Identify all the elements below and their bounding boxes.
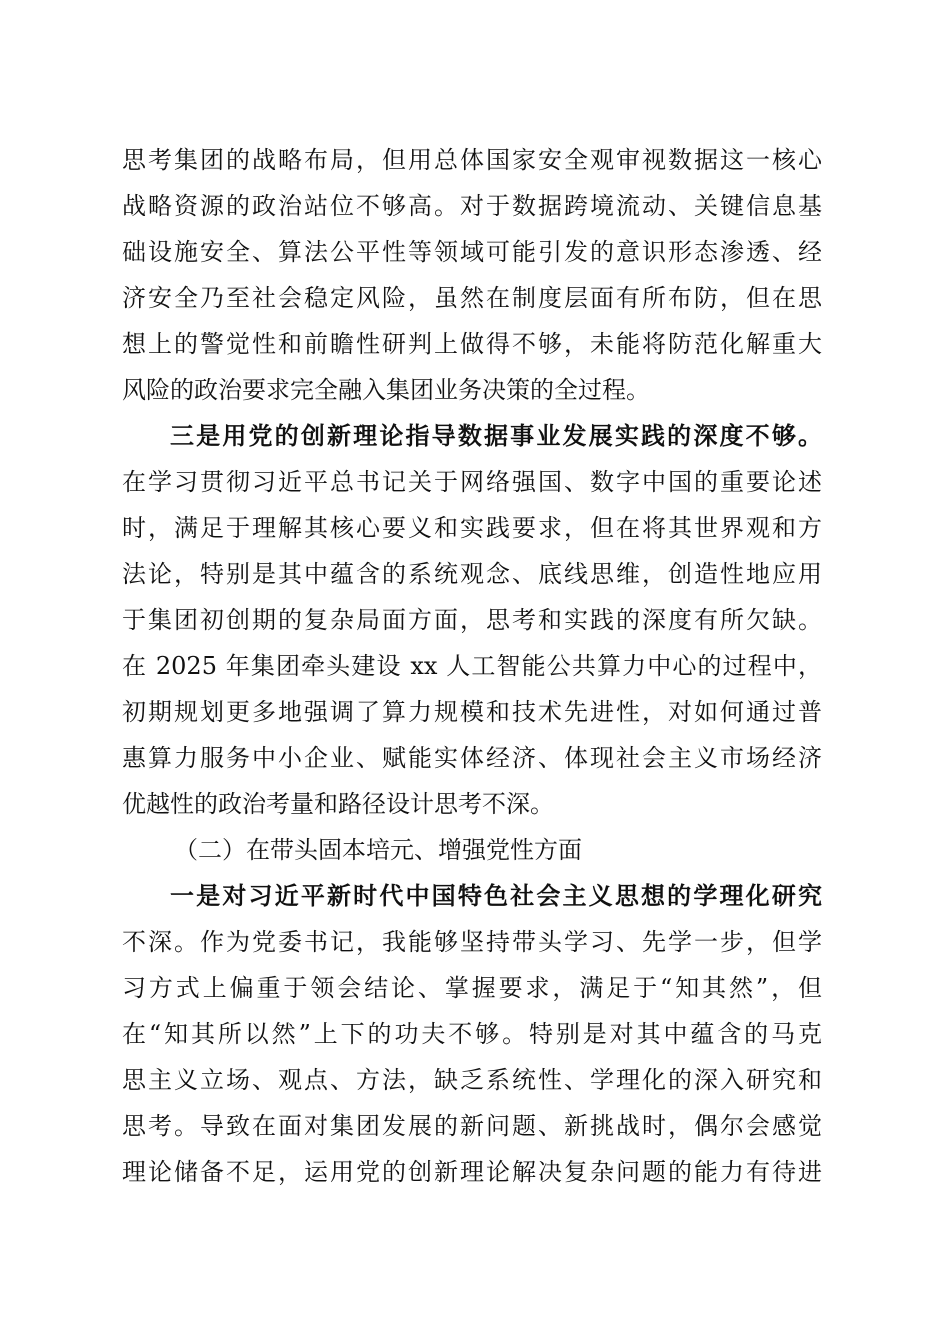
paragraph-1-line: 础设施安全、算法公平性等领域可能引发的意识形态渗透、经 — [122, 238, 822, 266]
paragraph-3-lead-line: 一是对习近平新时代中国特色社会主义思想的学理化研究 — [170, 881, 822, 910]
paragraph-3-line: 理论储备不足，运用党的创新理论解决复杂问题的能力有待进 — [122, 1158, 822, 1186]
paragraph-2-line: 在 2025 年集团牵头建设 xx 人工智能公共算力中心的过程中， — [122, 652, 822, 680]
paragraph-2-line: 初期规划更多地强调了算力规模和技术先进性，对如何通过普 — [122, 698, 822, 726]
paragraph-2-lead-line: 三是用党的创新理论指导数据事业发展实践的深度不够。 — [170, 421, 822, 450]
paragraph-2-line: 在学习贯彻习近平总书记关于网络强国、数字中国的重要论述 — [122, 468, 822, 496]
section-heading: （二）在带头固本培元、增强党性方面 — [174, 836, 582, 864]
paragraph-2-line: 法论，特别是其中蕴含的系统观念、底线思维，创造性地应用 — [122, 560, 822, 588]
paragraph-3-line: 习方式上偏重于领会结论、掌握要求，满足于“知其然”，但 — [122, 974, 822, 1002]
paragraph-2-line: 惠算力服务中小企业、赋能实体经济、体现社会主义市场经济 — [122, 744, 822, 772]
paragraph-1-line: 想上的警觉性和前瞻性研判上做得不够，未能将防范化解重大 — [122, 330, 822, 358]
paragraph-3-line: 思主义立场、观点、方法，缺乏系统性、学理化的深入研究和 — [122, 1066, 822, 1094]
document-body — [122, 137, 822, 1195]
paragraph-2-line: 于集团初创期的复杂局面方面，思考和实践的深度有所欠缺。 — [122, 606, 822, 634]
paragraph-1-line: 战略资源的政治站位不够高。对于数据跨境流动、关键信息基 — [122, 192, 822, 220]
paragraph-3-line: 在“知其所以然”上下的功夫不够。特别是对其中蕴含的马克 — [122, 1020, 822, 1048]
paragraph-1-line: 风险的政治要求完全融入集团业务决策的全过程。 — [122, 376, 650, 404]
paragraph-1-line: 思考集团的战略布局，但用总体国家安全观审视数据这一核心 — [122, 146, 822, 174]
paragraph-2-line: 时，满足于理解其核心要义和实践要求，但在将其世界观和方 — [122, 514, 822, 542]
paragraph-1-line: 济安全乃至社会稳定风险，虽然在制度层面有所布防，但在思 — [122, 284, 822, 312]
paragraph-3-line: 不深。作为党委书记，我能够坚持带头学习、先学一步，但学 — [122, 928, 822, 956]
paragraph-2-line: 优越性的政治考量和路径设计思考不深。 — [122, 790, 554, 818]
paragraph-3-line: 思考。导致在面对集团发展的新问题、新挑战时，偶尔会感觉 — [122, 1112, 822, 1140]
